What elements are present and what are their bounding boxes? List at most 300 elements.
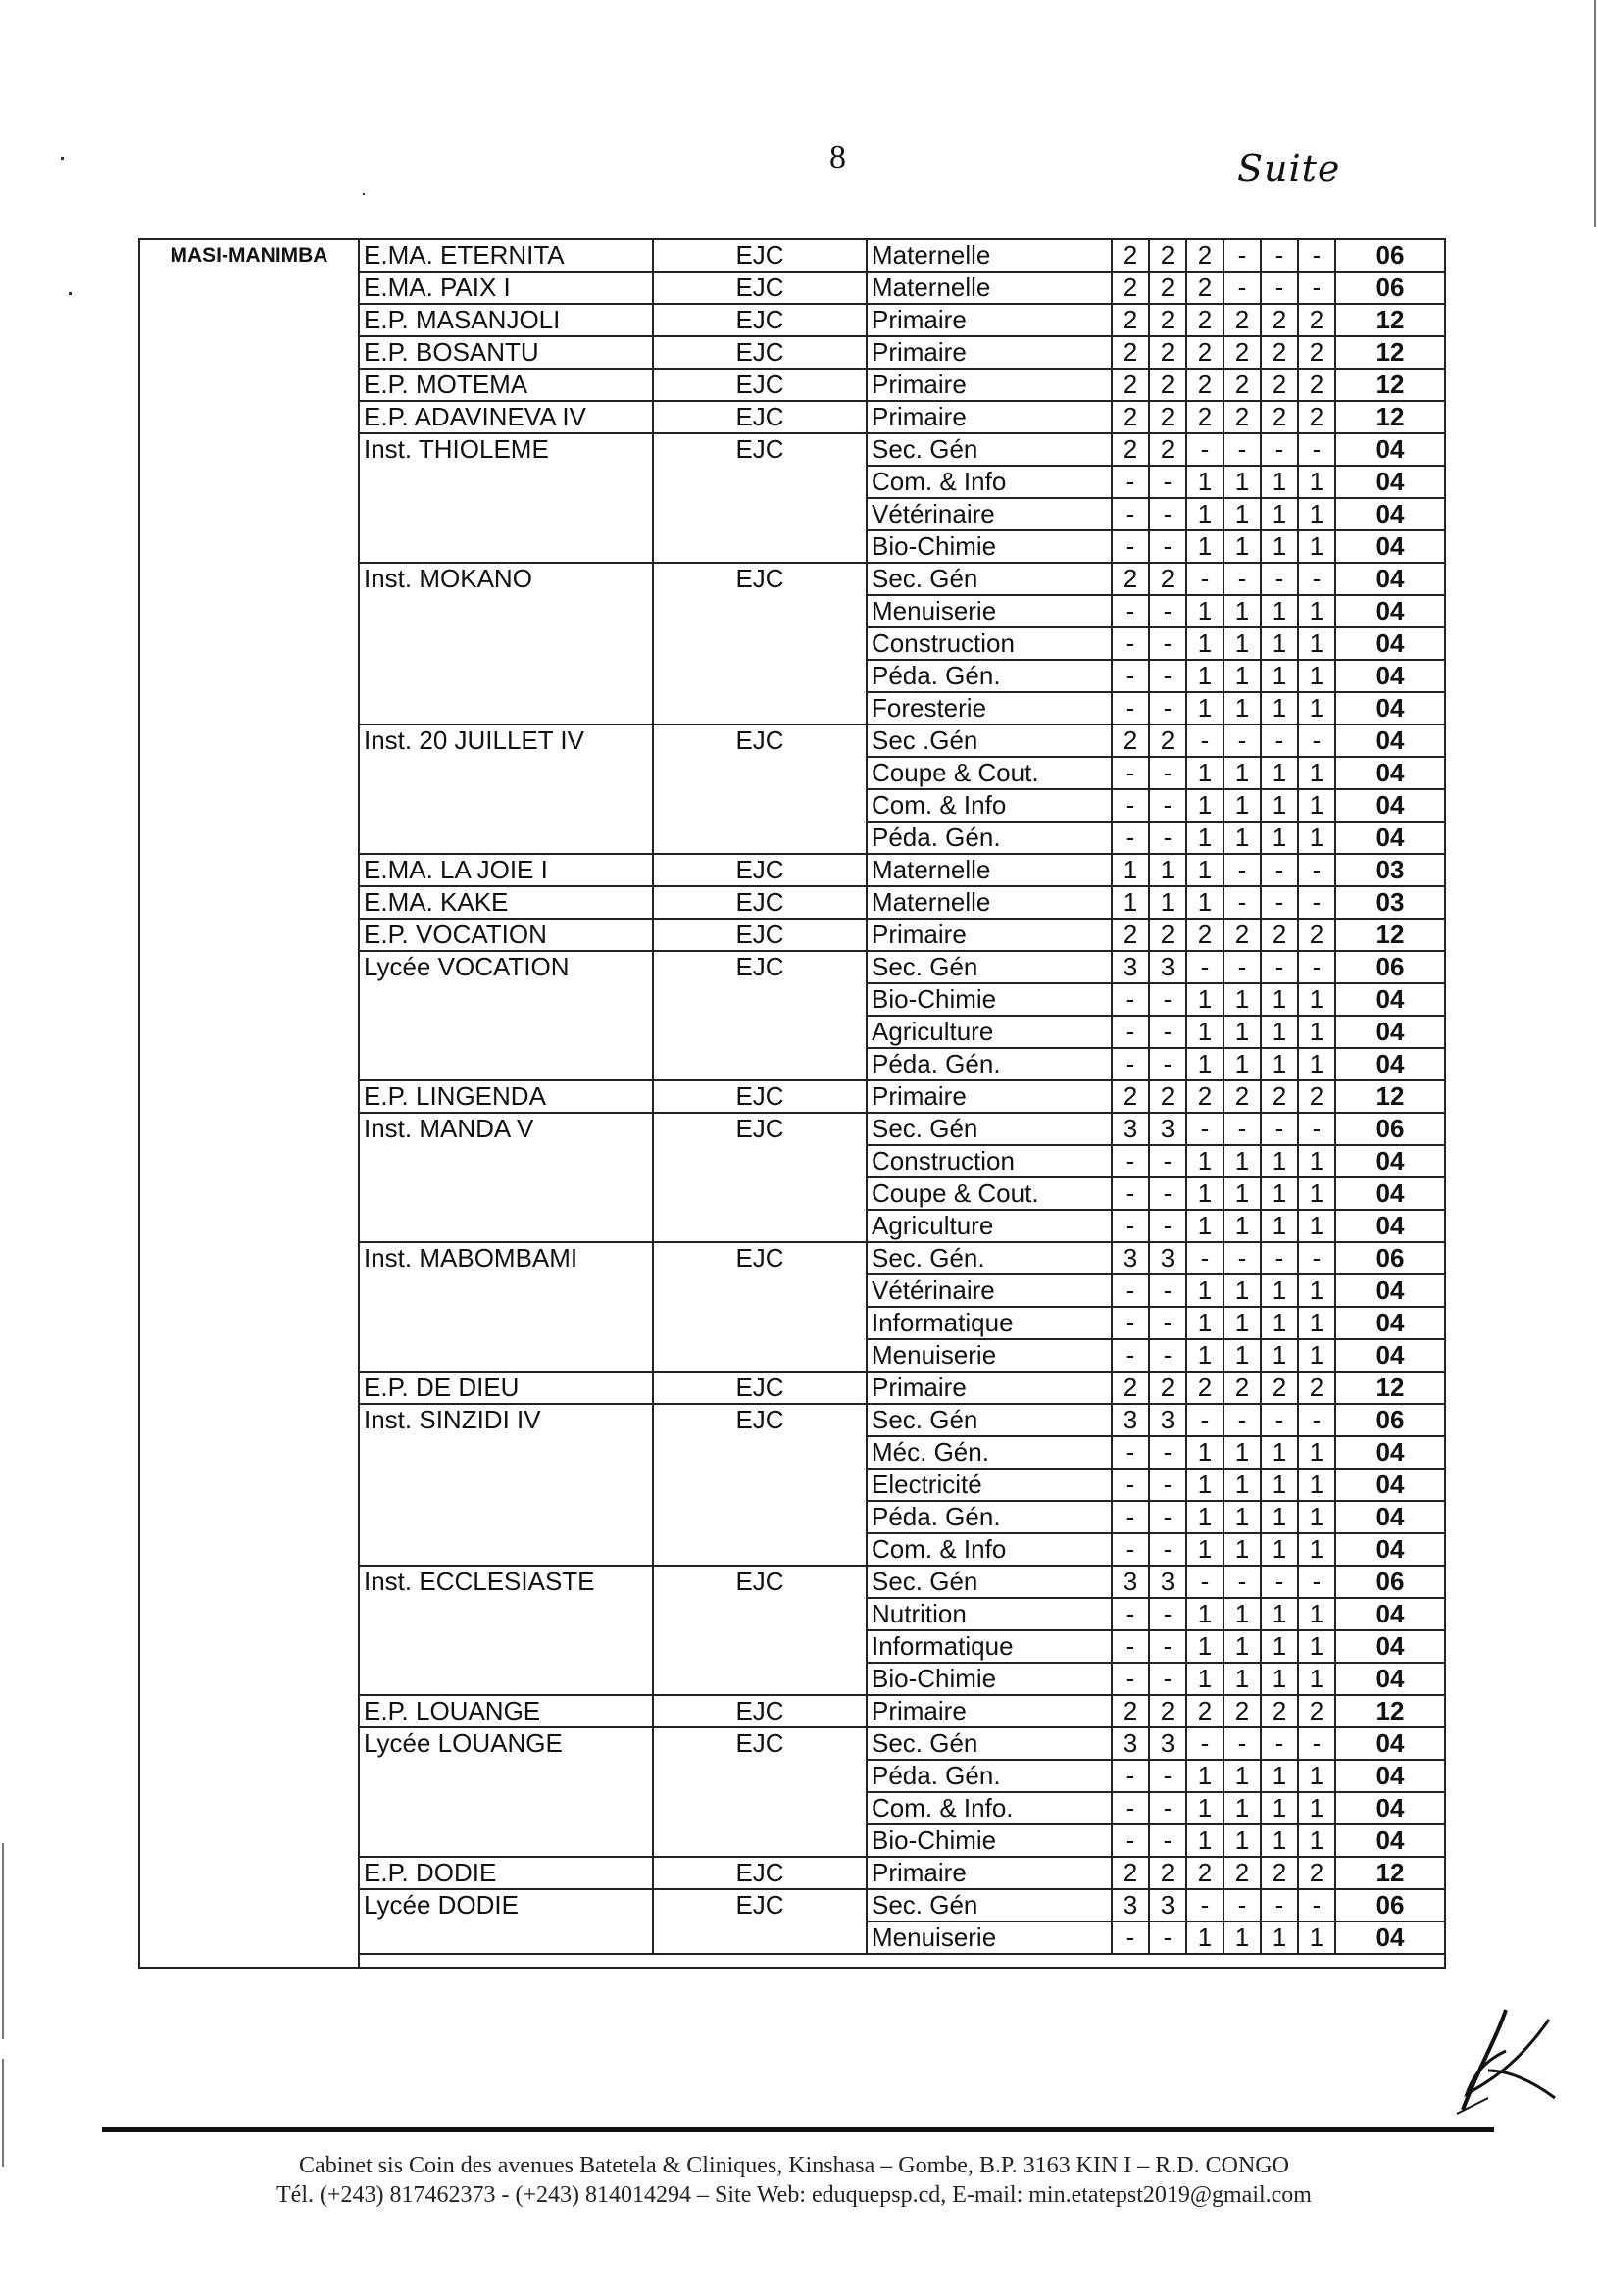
school-name-cell: E.MA. PAIX I — [359, 272, 653, 304]
class-count-cell: 3 — [1112, 1566, 1149, 1598]
section-cell: Agriculture — [867, 1210, 1112, 1242]
section-cell: Méc. Gén. — [867, 1436, 1112, 1469]
total-cell: 03 — [1335, 886, 1445, 919]
section-cell: Primaire — [867, 369, 1112, 401]
class-count-cell: 1 — [1298, 1792, 1335, 1824]
class-count-cell: - — [1298, 1566, 1335, 1598]
class-count-cell: 2 — [1298, 919, 1335, 951]
total-cell: 04 — [1335, 1501, 1445, 1533]
class-count-cell: - — [1186, 724, 1223, 757]
section-cell: Sec. Gén — [867, 1113, 1112, 1145]
class-count-cell: - — [1298, 1242, 1335, 1274]
region-cell: MASI-MANIMBA — [139, 239, 359, 1968]
class-count-cell: 1 — [1186, 530, 1223, 563]
class-count-cell: - — [1149, 1469, 1186, 1501]
class-count-cell: 1 — [1223, 757, 1261, 789]
class-count-cell: 1 — [1186, 789, 1223, 822]
class-count-cell: 2 — [1186, 304, 1223, 336]
class-count-cell: 2 — [1186, 1695, 1223, 1727]
class-count-cell: - — [1149, 660, 1186, 692]
class-count-cell: - — [1112, 1048, 1149, 1080]
class-count-cell: 2 — [1112, 239, 1149, 272]
class-count-cell: 1 — [1298, 1663, 1335, 1695]
class-count-cell: 1 — [1261, 466, 1298, 498]
total-cell: 06 — [1335, 272, 1445, 304]
section-cell: Sec. Gén — [867, 1566, 1112, 1598]
class-count-cell: 1 — [1223, 1210, 1261, 1242]
school-name-cell: E.P. LINGENDA — [359, 1080, 653, 1113]
section-cell: Com. & Info. — [867, 1792, 1112, 1824]
section-cell: Péda. Gén. — [867, 1048, 1112, 1080]
class-count-cell: - — [1112, 1469, 1149, 1501]
class-count-cell: 1 — [1223, 1630, 1261, 1663]
total-cell: 04 — [1335, 822, 1445, 854]
section-cell: Informatique — [867, 1307, 1112, 1339]
class-count-cell: 3 — [1149, 1566, 1186, 1598]
class-count-cell: 1 — [1298, 822, 1335, 854]
class-count-cell: 1 — [1261, 1663, 1298, 1695]
class-count-cell: 2 — [1186, 369, 1223, 401]
section-cell: Foresterie — [867, 692, 1112, 724]
class-count-cell: 1 — [1298, 1436, 1335, 1469]
class-count-cell: 1 — [1186, 886, 1223, 919]
section-cell: Sec. Gén — [867, 563, 1112, 595]
section-cell: Primaire — [867, 1080, 1112, 1113]
class-count-cell: 1 — [1223, 692, 1261, 724]
section-cell: Sec. Gén. — [867, 1242, 1112, 1274]
class-count-cell: - — [1261, 1727, 1298, 1760]
total-cell: 12 — [1335, 1080, 1445, 1113]
class-count-cell: 2 — [1298, 304, 1335, 336]
class-count-cell: - — [1149, 757, 1186, 789]
total-cell: 04 — [1335, 1663, 1445, 1695]
class-count-cell: - — [1298, 886, 1335, 919]
class-count-cell: - — [1261, 239, 1298, 272]
class-count-cell: - — [1149, 595, 1186, 627]
section-cell: Sec. Gén — [867, 1727, 1112, 1760]
class-count-cell: 1 — [1261, 789, 1298, 822]
class-count-cell: 1 — [1298, 1307, 1335, 1339]
school-type-cell: EJC — [653, 854, 867, 886]
class-count-cell: 1 — [1223, 1145, 1261, 1177]
class-count-cell: 2 — [1149, 401, 1186, 433]
class-count-cell: 1 — [1186, 1533, 1223, 1566]
section-cell: Sec .Gén — [867, 724, 1112, 757]
section-cell: Coupe & Cout. — [867, 1177, 1112, 1210]
class-count-cell: 1 — [1186, 1501, 1223, 1533]
school-allocation-table — [138, 238, 1446, 1969]
class-count-cell: 1 — [1186, 1469, 1223, 1501]
section-cell: Maternelle — [867, 239, 1112, 272]
section-cell: Maternelle — [867, 854, 1112, 886]
class-count-cell: 1 — [1298, 1533, 1335, 1566]
school-name-cell: Inst. 20 JUILLET IV — [359, 724, 653, 854]
class-count-cell: 2 — [1112, 919, 1149, 951]
class-count-cell: 1 — [1261, 1307, 1298, 1339]
total-cell: 04 — [1335, 1824, 1445, 1857]
class-count-cell: - — [1149, 692, 1186, 724]
class-count-cell: 3 — [1112, 1404, 1149, 1436]
class-count-cell: - — [1186, 1113, 1223, 1145]
class-count-cell: - — [1112, 1792, 1149, 1824]
class-count-cell: 1 — [1261, 983, 1298, 1016]
class-count-cell: - — [1223, 1727, 1261, 1760]
total-cell: 04 — [1335, 1630, 1445, 1663]
school-type-cell: EJC — [653, 1404, 867, 1566]
class-count-cell: 1 — [1298, 1016, 1335, 1048]
class-count-cell: 1 — [1298, 595, 1335, 627]
school-type-cell: EJC — [653, 886, 867, 919]
class-count-cell: - — [1223, 239, 1261, 272]
class-count-cell: - — [1149, 1436, 1186, 1469]
class-count-cell: - — [1261, 951, 1298, 983]
class-count-cell: 1 — [1149, 854, 1186, 886]
class-count-cell: - — [1149, 1598, 1186, 1630]
class-count-cell: 2 — [1298, 1372, 1335, 1404]
school-name-cell: E.MA. KAKE — [359, 886, 653, 919]
school-type-cell: EJC — [653, 1889, 867, 1954]
class-count-cell: - — [1112, 1663, 1149, 1695]
school-name-cell: Inst. THIOLEME — [359, 433, 653, 563]
class-count-cell: - — [1149, 1922, 1186, 1954]
total-cell: 04 — [1335, 595, 1445, 627]
school-name-cell: Lycée DODIE — [359, 1889, 653, 1954]
scan-edge-line — [2, 1843, 4, 2039]
class-count-cell: 1 — [1298, 1630, 1335, 1663]
class-count-cell: - — [1223, 1889, 1261, 1922]
class-count-cell: - — [1112, 627, 1149, 660]
class-count-cell: - — [1186, 1727, 1223, 1760]
class-count-cell: - — [1186, 563, 1223, 595]
school-name-cell: E.P. VOCATION — [359, 919, 653, 951]
class-count-cell: - — [1112, 692, 1149, 724]
class-count-cell: 1 — [1186, 1177, 1223, 1210]
class-count-cell: 1 — [1186, 498, 1223, 530]
school-type-cell: EJC — [653, 1857, 867, 1889]
class-count-cell: 2 — [1223, 919, 1261, 951]
school-name-cell: E.P. MOTEMA — [359, 369, 653, 401]
class-count-cell: - — [1149, 1339, 1186, 1372]
class-count-cell: 1 — [1186, 660, 1223, 692]
class-count-cell: 3 — [1149, 1242, 1186, 1274]
class-count-cell: 3 — [1149, 1404, 1186, 1436]
class-count-cell: - — [1112, 1177, 1149, 1210]
section-cell: Primaire — [867, 401, 1112, 433]
total-cell: 04 — [1335, 563, 1445, 595]
total-cell: 04 — [1335, 660, 1445, 692]
class-count-cell: 1 — [1298, 1145, 1335, 1177]
class-count-cell: - — [1298, 951, 1335, 983]
class-count-cell: - — [1298, 1889, 1335, 1922]
section-cell: Maternelle — [867, 272, 1112, 304]
class-count-cell: 3 — [1149, 1727, 1186, 1760]
school-type-cell: EJC — [653, 272, 867, 304]
section-cell: Primaire — [867, 1857, 1112, 1889]
class-count-cell: 1 — [1186, 757, 1223, 789]
class-count-cell: 1 — [1186, 1663, 1223, 1695]
class-count-cell: 1 — [1261, 1145, 1298, 1177]
class-count-cell: 1 — [1186, 627, 1223, 660]
total-cell: 04 — [1335, 1598, 1445, 1630]
class-count-cell: - — [1112, 498, 1149, 530]
class-count-cell: 1 — [1261, 1048, 1298, 1080]
section-cell: Construction — [867, 627, 1112, 660]
total-cell: 04 — [1335, 1210, 1445, 1242]
class-count-cell: 1 — [1261, 1598, 1298, 1630]
class-count-cell: 1 — [1298, 530, 1335, 563]
section-cell: Vétérinaire — [867, 498, 1112, 530]
class-count-cell: 2 — [1149, 304, 1186, 336]
scan-edge-line — [1594, 0, 1596, 227]
total-cell: 04 — [1335, 498, 1445, 530]
class-count-cell: 3 — [1112, 951, 1149, 983]
class-count-cell: 1 — [1261, 1792, 1298, 1824]
class-count-cell: 2 — [1223, 369, 1261, 401]
class-count-cell: - — [1223, 272, 1261, 304]
class-count-cell: 3 — [1112, 1242, 1149, 1274]
class-count-cell: 1 — [1298, 1598, 1335, 1630]
class-count-cell: - — [1186, 1889, 1223, 1922]
class-count-cell: 1 — [1261, 1177, 1298, 1210]
class-count-cell: 1 — [1186, 854, 1223, 886]
class-count-cell: - — [1112, 1339, 1149, 1372]
class-count-cell: 2 — [1223, 1695, 1261, 1727]
class-count-cell: - — [1298, 1404, 1335, 1436]
class-count-cell: 1 — [1261, 1469, 1298, 1501]
class-count-cell: - — [1112, 1016, 1149, 1048]
class-count-cell: 1 — [1223, 1274, 1261, 1307]
class-count-cell: 2 — [1298, 1695, 1335, 1727]
school-name-cell: E.MA. ETERNITA — [359, 239, 653, 272]
school-name-cell: E.P. MASANJOLI — [359, 304, 653, 336]
class-count-cell: - — [1149, 789, 1186, 822]
class-count-cell: - — [1112, 1436, 1149, 1469]
class-count-cell: 2 — [1298, 1080, 1335, 1113]
class-count-cell: 2 — [1149, 369, 1186, 401]
class-count-cell: 1 — [1223, 627, 1261, 660]
class-count-cell: 2 — [1261, 369, 1298, 401]
table-body — [139, 239, 1445, 1968]
school-type-cell: EJC — [653, 1727, 867, 1857]
class-count-cell: 2 — [1112, 1080, 1149, 1113]
class-count-cell: 1 — [1186, 983, 1223, 1016]
total-cell: 06 — [1335, 1889, 1445, 1922]
class-count-cell: 1 — [1223, 822, 1261, 854]
class-count-cell: 3 — [1112, 1889, 1149, 1922]
class-count-cell: - — [1298, 272, 1335, 304]
scan-speck — [69, 292, 72, 295]
class-count-cell: 1 — [1149, 886, 1186, 919]
class-count-cell: 1 — [1261, 1436, 1298, 1469]
class-count-cell: 1 — [1298, 1048, 1335, 1080]
school-type-cell: EJC — [653, 1242, 867, 1372]
section-cell: Agriculture — [867, 1016, 1112, 1048]
class-count-cell: 1 — [1223, 1760, 1261, 1792]
total-cell: 04 — [1335, 466, 1445, 498]
class-count-cell: 1 — [1186, 1792, 1223, 1824]
class-count-cell: 1 — [1261, 1210, 1298, 1242]
class-count-cell: - — [1149, 1145, 1186, 1177]
class-count-cell: 1 — [1223, 1663, 1261, 1695]
section-cell: Com. & Info — [867, 1533, 1112, 1566]
total-cell: 04 — [1335, 757, 1445, 789]
class-count-cell: - — [1298, 854, 1335, 886]
total-cell: 03 — [1335, 854, 1445, 886]
scan-speck — [363, 193, 365, 195]
class-count-cell: - — [1223, 1242, 1261, 1274]
footer-rule — [102, 2127, 1494, 2132]
class-count-cell: - — [1112, 983, 1149, 1016]
class-count-cell: 2 — [1112, 369, 1149, 401]
class-count-cell: - — [1149, 1048, 1186, 1080]
section-cell: Primaire — [867, 1695, 1112, 1727]
school-type-cell: EJC — [653, 239, 867, 272]
total-cell: 04 — [1335, 1469, 1445, 1501]
class-count-cell: - — [1298, 1113, 1335, 1145]
footer-address: Cabinet sis Coin des avenues Batetela & Cliniques, Kinshasa – Gombe, B.P. 3163 KIN I – R.D. CONGO — [299, 2153, 1289, 2178]
class-count-cell: 1 — [1298, 1274, 1335, 1307]
class-count-cell: - — [1149, 1307, 1186, 1339]
total-cell: 04 — [1335, 692, 1445, 724]
class-count-cell: - — [1149, 1533, 1186, 1566]
total-cell: 04 — [1335, 724, 1445, 757]
class-count-cell: - — [1112, 1630, 1149, 1663]
total-cell: 06 — [1335, 1404, 1445, 1436]
total-cell: 04 — [1335, 433, 1445, 466]
school-type-cell: EJC — [653, 951, 867, 1080]
class-count-cell: - — [1261, 1113, 1298, 1145]
class-count-cell: 1 — [1223, 1824, 1261, 1857]
class-count-cell: - — [1223, 1113, 1261, 1145]
section-cell: Menuiserie — [867, 1339, 1112, 1372]
class-count-cell: - — [1186, 951, 1223, 983]
class-count-cell: - — [1261, 433, 1298, 466]
total-cell: 12 — [1335, 1857, 1445, 1889]
class-count-cell: - — [1298, 563, 1335, 595]
class-count-cell: - — [1149, 498, 1186, 530]
class-count-cell: - — [1112, 1533, 1149, 1566]
total-cell: 04 — [1335, 1922, 1445, 1954]
total-cell: 04 — [1335, 983, 1445, 1016]
class-count-cell: 2 — [1223, 1372, 1261, 1404]
class-count-cell: 1 — [1186, 1824, 1223, 1857]
class-count-cell: 1 — [1298, 1210, 1335, 1242]
class-count-cell: 2 — [1223, 401, 1261, 433]
class-count-cell: - — [1112, 595, 1149, 627]
table-end-cell — [359, 1954, 1445, 1968]
class-count-cell: - — [1261, 854, 1298, 886]
class-count-cell: 3 — [1112, 1727, 1149, 1760]
total-cell: 04 — [1335, 1177, 1445, 1210]
section-cell: Construction — [867, 1145, 1112, 1177]
school-name-cell: Inst. ECCLESIASTE — [359, 1566, 653, 1695]
class-count-cell: 1 — [1298, 627, 1335, 660]
signature-mark — [1449, 2000, 1567, 2118]
class-count-cell: 2 — [1186, 1857, 1223, 1889]
class-count-cell: 1 — [1261, 757, 1298, 789]
school-name-cell: E.P. DE DIEU — [359, 1372, 653, 1404]
school-name-cell: Inst. SINZIDI IV — [359, 1404, 653, 1566]
section-cell: Péda. Gén. — [867, 822, 1112, 854]
class-count-cell: - — [1112, 1824, 1149, 1857]
school-name-cell: Inst. MANDA V — [359, 1113, 653, 1242]
class-count-cell: 1 — [1261, 595, 1298, 627]
total-cell: 04 — [1335, 1436, 1445, 1469]
school-name-cell: Inst. MOKANO — [359, 563, 653, 724]
class-count-cell: 1 — [1186, 1436, 1223, 1469]
class-count-cell: 1 — [1186, 1210, 1223, 1242]
school-name-cell: E.MA. LA JOIE I — [359, 854, 653, 886]
class-count-cell: - — [1112, 466, 1149, 498]
class-count-cell: 1 — [1298, 1469, 1335, 1501]
total-cell: 12 — [1335, 336, 1445, 369]
class-count-cell: 1 — [1112, 854, 1149, 886]
school-name-cell: Inst. MABOMBAMI — [359, 1242, 653, 1372]
class-count-cell: 1 — [1261, 1922, 1298, 1954]
class-count-cell: - — [1261, 1242, 1298, 1274]
class-count-cell: 2 — [1223, 1857, 1261, 1889]
class-count-cell: 1 — [1298, 1177, 1335, 1210]
class-count-cell: 1 — [1186, 1016, 1223, 1048]
class-count-cell: 2 — [1112, 336, 1149, 369]
class-count-cell: - — [1149, 1760, 1186, 1792]
total-cell: 12 — [1335, 1372, 1445, 1404]
class-count-cell: - — [1149, 530, 1186, 563]
section-cell: Informatique — [867, 1630, 1112, 1663]
class-count-cell: 1 — [1261, 1339, 1298, 1372]
class-count-cell: - — [1112, 1501, 1149, 1533]
class-count-cell: - — [1261, 1404, 1298, 1436]
class-count-cell: - — [1112, 1274, 1149, 1307]
class-count-cell: 2 — [1112, 433, 1149, 466]
footer-contact: Tél. (+243) 817462373 - (+243) 814014294 – Site Web: eduquepsp.cd, E-mail: min.etatepst2019@gmail.com — [276, 2182, 1312, 2208]
class-count-cell: 1 — [1298, 1339, 1335, 1372]
class-count-cell: 1 — [1261, 1760, 1298, 1792]
section-cell: Coupe & Cout. — [867, 757, 1112, 789]
class-count-cell: 2 — [1112, 1857, 1149, 1889]
class-count-cell: - — [1112, 789, 1149, 822]
total-cell: 12 — [1335, 1695, 1445, 1727]
class-count-cell: 1 — [1261, 692, 1298, 724]
class-count-cell: - — [1261, 563, 1298, 595]
section-cell: Péda. Gén. — [867, 1760, 1112, 1792]
total-cell: 06 — [1335, 1113, 1445, 1145]
class-count-cell: 3 — [1149, 951, 1186, 983]
class-count-cell: 3 — [1112, 1113, 1149, 1145]
class-count-cell: - — [1112, 757, 1149, 789]
class-count-cell: 2 — [1261, 1857, 1298, 1889]
total-cell: 04 — [1335, 1016, 1445, 1048]
section-cell: Vétérinaire — [867, 1274, 1112, 1307]
class-count-cell: 1 — [1261, 1630, 1298, 1663]
section-cell: Sec. Gén — [867, 1404, 1112, 1436]
school-name-cell: E.P. ADAVINEVA IV — [359, 401, 653, 433]
school-type-cell: EJC — [653, 724, 867, 854]
class-count-cell: - — [1186, 1242, 1223, 1274]
class-count-cell: 2 — [1261, 1695, 1298, 1727]
class-count-cell: 1 — [1223, 1016, 1261, 1048]
total-cell: 06 — [1335, 951, 1445, 983]
total-cell: 12 — [1335, 369, 1445, 401]
section-cell: Menuiserie — [867, 1922, 1112, 1954]
class-count-cell: 1 — [1186, 822, 1223, 854]
class-count-cell: 2 — [1149, 919, 1186, 951]
class-count-cell: 1 — [1223, 1048, 1261, 1080]
total-cell: 06 — [1335, 239, 1445, 272]
class-count-cell: 2 — [1223, 336, 1261, 369]
section-cell: Com. & Info — [867, 789, 1112, 822]
total-cell: 04 — [1335, 789, 1445, 822]
